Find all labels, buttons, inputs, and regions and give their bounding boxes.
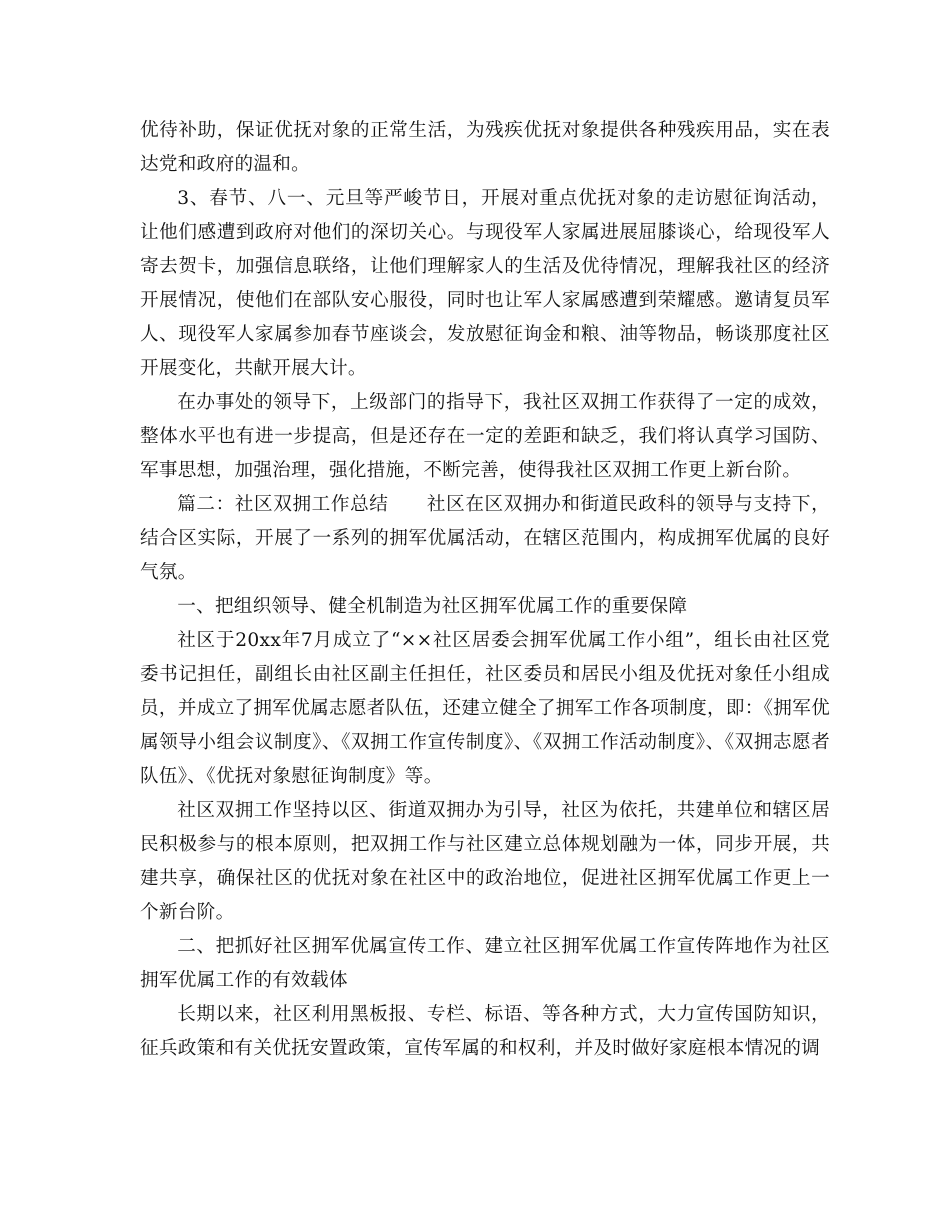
- paragraph-1: 优待补助，保证优抚对象的正常生活，为残疾优抚对象提供各种残疾用品，实在表达党和政府的温和。: [140, 120, 830, 175]
- paragraph-6: 社区双拥工作坚持以区、街道双拥办为引导，社区为依托，共建单位和辖区居民积极参与的根本原则，把双拥工作与社区建立总体规划融为一体，同步开展，共建共享，确保社区的优抚对象在社区中的政治地位，促进社区拥军优属工作更上一个新台阶。: [140, 800, 830, 923]
- section-heading-2: 二、把抓好社区拥军优属宣传工作、建立社区拥军优属工作宣传阵地作为社区拥军优属工作的有效载体: [140, 936, 830, 991]
- section-heading-1: 一、把组织领导、健全机制造为社区拥军优属工作的重要保障: [177, 596, 688, 617]
- document-body: [140, 114, 830, 1066]
- paragraph-3: 在办事处的领导下，上级部门的指导下，我社区双拥工作获得了一定的成效，整体水平也有进一步提高，但是还存在一定的差距和缺乏，我们将认真学习国防、军事思想，加强治理，强化措施，不断完善，使得我社区双拥工作更上新台阶。: [140, 392, 830, 481]
- paragraph-4: 篇二：社区双拥工作总结 社区在区双拥办和街道民政科的领导与支持下，结合区实际，开展了一系列的拥军优属活动，在辖区范围内，构成拥军优属的良好气氛。: [140, 494, 830, 583]
- paragraph-7: 长期以来，社区利用黑板报、专栏、标语、等各种方式，大力宣传国防知识，征兵政策和有关优抚安置政策，宣传军属的和权利，并及时做好家庭根本情况的调: [140, 1004, 830, 1059]
- paragraph-2: 3、春节、八一、元旦等严峻节日，开展对重点优抚对象的走访慰征询活动，让他们感遭到政府对他们的深切关心。与现役军人家属进展屈膝谈心，给现役军人寄去贺卡，加强信息联络，让他们理解家人的生活及优待情况，理解我社区的经济开展情况，使他们在部队安心服役，同时也让军人家属感遭到荣耀感。邀请复员军人、现役军人家属参加春节座谈会，发放慰征询金和粮、油等物品，畅谈那度社区开展变化，共献开展大计。: [140, 188, 830, 379]
- paragraph-5: 社区于20xx年7月成立了“××社区居委会拥军优属工作小组”，组长由社区党委书记担任，副组长由社区副主任担任，社区委员和居民小组及优抚对象任小组成员，并成立了拥军优属志愿者队伍，还建立健全了拥军工作各项制度，即：《拥军优属领导小组会议制度》、《双拥工作宣传制度》、《双拥工作活动制度》、《双拥志愿者队伍》、《优抚对象慰征询制度》等。: [140, 630, 830, 787]
